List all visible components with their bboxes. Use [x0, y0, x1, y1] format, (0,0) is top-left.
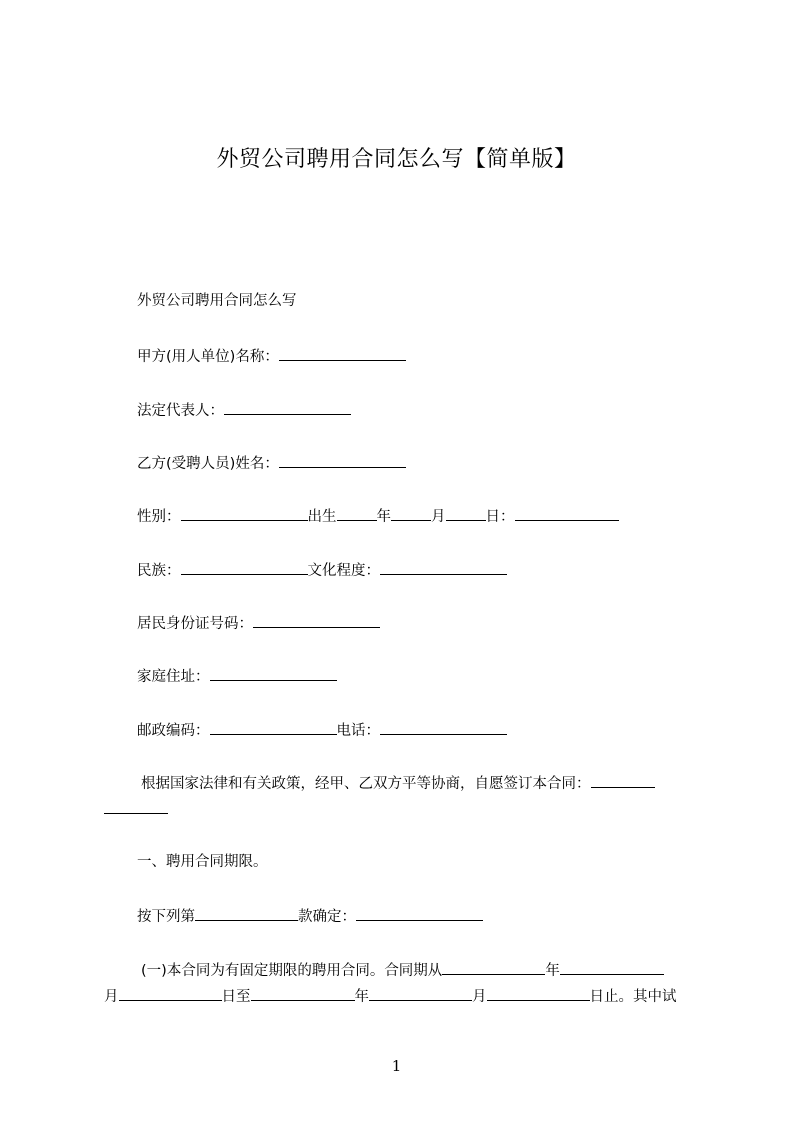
- birth-month-blank[interactable]: [391, 506, 431, 521]
- ethnicity-blank[interactable]: [181, 560, 308, 575]
- phone-label: 电话：: [336, 723, 380, 739]
- clause1-text: (一)本合同为有固定期限的聘用合同。合同期从: [141, 963, 443, 979]
- preamble-blank[interactable]: [591, 773, 655, 788]
- phone-blank[interactable]: [380, 720, 507, 735]
- party-a-label: 甲方(用人单位)名称：: [137, 349, 279, 365]
- postcode-label: 邮政编码：: [137, 723, 210, 739]
- preamble-blank-2[interactable]: [104, 799, 168, 814]
- clause-choice-blank[interactable]: [356, 906, 483, 921]
- preamble-continued: [104, 799, 168, 819]
- page-number: 1: [391, 1057, 402, 1075]
- birth-extra-blank[interactable]: [515, 506, 619, 521]
- address-line: [137, 666, 337, 686]
- birth-day-label: 日：: [485, 509, 515, 525]
- party-a-line: [137, 346, 406, 366]
- clause-number-blank[interactable]: [195, 906, 298, 921]
- section1-heading: 一、聘用合同期限。: [137, 854, 268, 870]
- section1-intro-line: [137, 906, 483, 926]
- section1-intro-a: 按下列第: [137, 909, 195, 925]
- legal-rep-blank[interactable]: [224, 400, 351, 415]
- preamble-text: 根据国家法律和有关政策，经甲、乙双方平等协商，自愿签订本合同：: [141, 776, 591, 792]
- party-b-label: 乙方(受聘人员)姓名：: [137, 456, 279, 472]
- birth-day-blank[interactable]: [446, 506, 486, 521]
- term-end-year-blank[interactable]: [251, 986, 355, 1001]
- party-b-blank[interactable]: [279, 453, 406, 468]
- document-title: 外贸公司聘用合同怎么写【简单版】: [216, 147, 577, 172]
- party-b-line: [137, 453, 406, 473]
- gender-birth-line: [137, 506, 619, 526]
- section1-intro-b: 款确定：: [298, 909, 356, 925]
- subtitle: 外贸公司聘用合同怎么写: [137, 293, 297, 309]
- term-end-month-blank[interactable]: [369, 986, 472, 1001]
- education-blank[interactable]: [380, 560, 507, 575]
- id-label: 居民身份证号码：: [137, 616, 253, 632]
- term-start-year-blank[interactable]: [442, 960, 545, 975]
- term-start-month-blank[interactable]: [560, 960, 664, 975]
- legal-rep-line: [137, 400, 351, 420]
- clause1-line: [141, 960, 664, 980]
- legal-rep-label: 法定代表人：: [137, 403, 224, 419]
- term-start-day-blank[interactable]: [119, 986, 222, 1001]
- gender-label: 性别：: [137, 509, 181, 525]
- term-end-year-label: 年: [354, 989, 369, 1005]
- party-a-blank[interactable]: [279, 346, 406, 361]
- id-line: [137, 613, 380, 633]
- birth-label: 出生: [307, 509, 337, 525]
- term-end-day-blank[interactable]: [487, 986, 590, 1001]
- birth-year-label: 年: [376, 509, 391, 525]
- postcode-line: [137, 720, 507, 740]
- birth-month-label: 月: [431, 509, 446, 525]
- address-label: 家庭住址：: [137, 669, 210, 685]
- term-end-month-label: 月: [472, 989, 487, 1005]
- term-start-month-label: 月: [104, 989, 119, 1005]
- term-start-year-label: 年: [545, 963, 560, 979]
- ethnicity-label: 民族：: [137, 563, 181, 579]
- id-blank[interactable]: [253, 613, 380, 628]
- clause1-continued: [104, 986, 677, 1006]
- birth-year-blank[interactable]: [337, 506, 377, 521]
- ethnicity-line: [137, 560, 507, 580]
- postcode-blank[interactable]: [210, 720, 337, 735]
- preamble-line: [141, 773, 655, 793]
- education-label: 文化程度：: [307, 563, 380, 579]
- gender-blank[interactable]: [181, 506, 308, 521]
- address-blank[interactable]: [210, 666, 337, 681]
- term-day-to-label: 日至: [221, 989, 251, 1005]
- term-end-day-label: 日止。其中试: [589, 989, 677, 1005]
